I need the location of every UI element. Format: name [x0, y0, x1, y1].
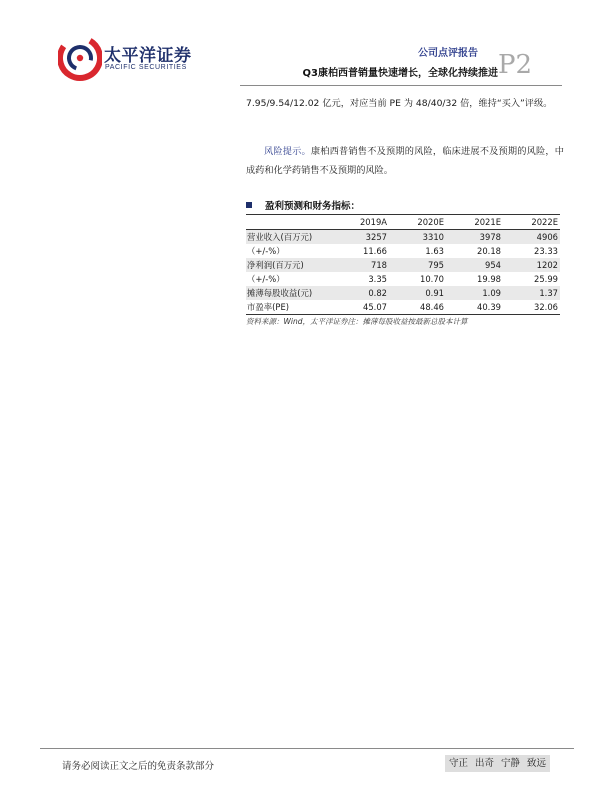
footer-slogan: 守正 出奇 宁静 致远	[445, 755, 550, 772]
row-label: 摊薄每股收益(元)	[246, 286, 332, 300]
table-cell: 40.39	[446, 300, 503, 315]
table-row	[246, 230, 560, 245]
table-source-note: 资料来源：Wind，太平洋证券注：摊薄每股收益按最新总股本计算	[246, 317, 468, 326]
table-header-cell: 2020E	[389, 215, 446, 230]
table-cell: 48.46	[389, 300, 446, 315]
logo-chinese-name: 太平洋证券	[104, 46, 192, 66]
table-header-cell: 2021E	[446, 215, 503, 230]
table-cell: 11.66	[363, 246, 387, 256]
table-header-cell: 2022E	[503, 215, 560, 230]
table-row	[246, 244, 560, 258]
table-header-cell: 2019A	[332, 215, 389, 230]
table-cell: 718	[332, 258, 389, 272]
logo-english-name: PACIFIC SECURITIES	[105, 64, 187, 71]
table-cell: 795	[389, 258, 446, 272]
table-cell: 4906	[503, 230, 560, 245]
table-cell: 954	[446, 258, 503, 272]
table-header-cell	[246, 215, 332, 230]
row-label: （+/-%）	[247, 246, 285, 256]
table-cell: 10.70	[420, 274, 444, 284]
risk-paragraph	[246, 142, 564, 180]
risk-label: 风险提示。	[264, 146, 311, 157]
table-cell: 19.98	[477, 274, 501, 284]
table-cell: 1.09	[446, 286, 503, 300]
table-cell: 3310	[389, 230, 446, 245]
table-cell: 3.35	[368, 274, 387, 284]
table-row	[246, 258, 560, 272]
table-row	[246, 286, 560, 300]
footer-divider	[40, 748, 574, 749]
table-row	[246, 300, 560, 315]
bullet-square-icon	[246, 202, 252, 208]
page-number: P2	[498, 50, 533, 80]
company-logo	[58, 34, 248, 84]
pacific-securities-logo-icon	[58, 34, 102, 82]
financial-table-title: 盈利预测和财务指标：	[265, 201, 361, 212]
table-cell: 20.18	[477, 246, 501, 256]
row-label: （+/-%）	[247, 274, 285, 284]
table-row	[246, 272, 560, 286]
table-cell: 1202	[503, 258, 560, 272]
table-cell: 0.82	[332, 286, 389, 300]
report-type: 公司点评报告	[418, 48, 478, 59]
financial-forecast-table	[246, 214, 560, 315]
risk-text: 康柏西普销售不及预期的风险，临床进展不及预期的风险，中成药和化学药销售不及预期的风险。	[246, 146, 564, 176]
report-title: Q3康柏西普销量快速增长，全球化持续推进	[302, 68, 498, 79]
table-cell: 32.06	[503, 300, 560, 315]
table-cell: 3978	[446, 230, 503, 245]
row-label: 净利润(百万元)	[246, 258, 332, 272]
table-cell: 1.37	[503, 286, 560, 300]
row-label: 市盈率(PE)	[246, 300, 332, 315]
table-cell: 1.63	[425, 246, 444, 256]
table-cell: 45.07	[332, 300, 389, 315]
row-label: 营业收入(百万元)	[246, 230, 332, 245]
financial-table-heading	[246, 198, 360, 212]
table-cell: 0.91	[389, 286, 446, 300]
footer-disclaimer: 请务必阅读正文之后的免责条款部分	[62, 761, 215, 772]
table-header-row	[246, 215, 560, 230]
header-divider	[240, 85, 562, 86]
table-cell: 23.33	[534, 246, 558, 256]
table-cell: 25.99	[534, 274, 558, 284]
table-cell: 3257	[332, 230, 389, 245]
valuation-paragraph: 7.95/9.54/12.02 亿元，对应当前 PE 为 48/40/32 倍，维持“买入”评级。	[246, 98, 553, 109]
